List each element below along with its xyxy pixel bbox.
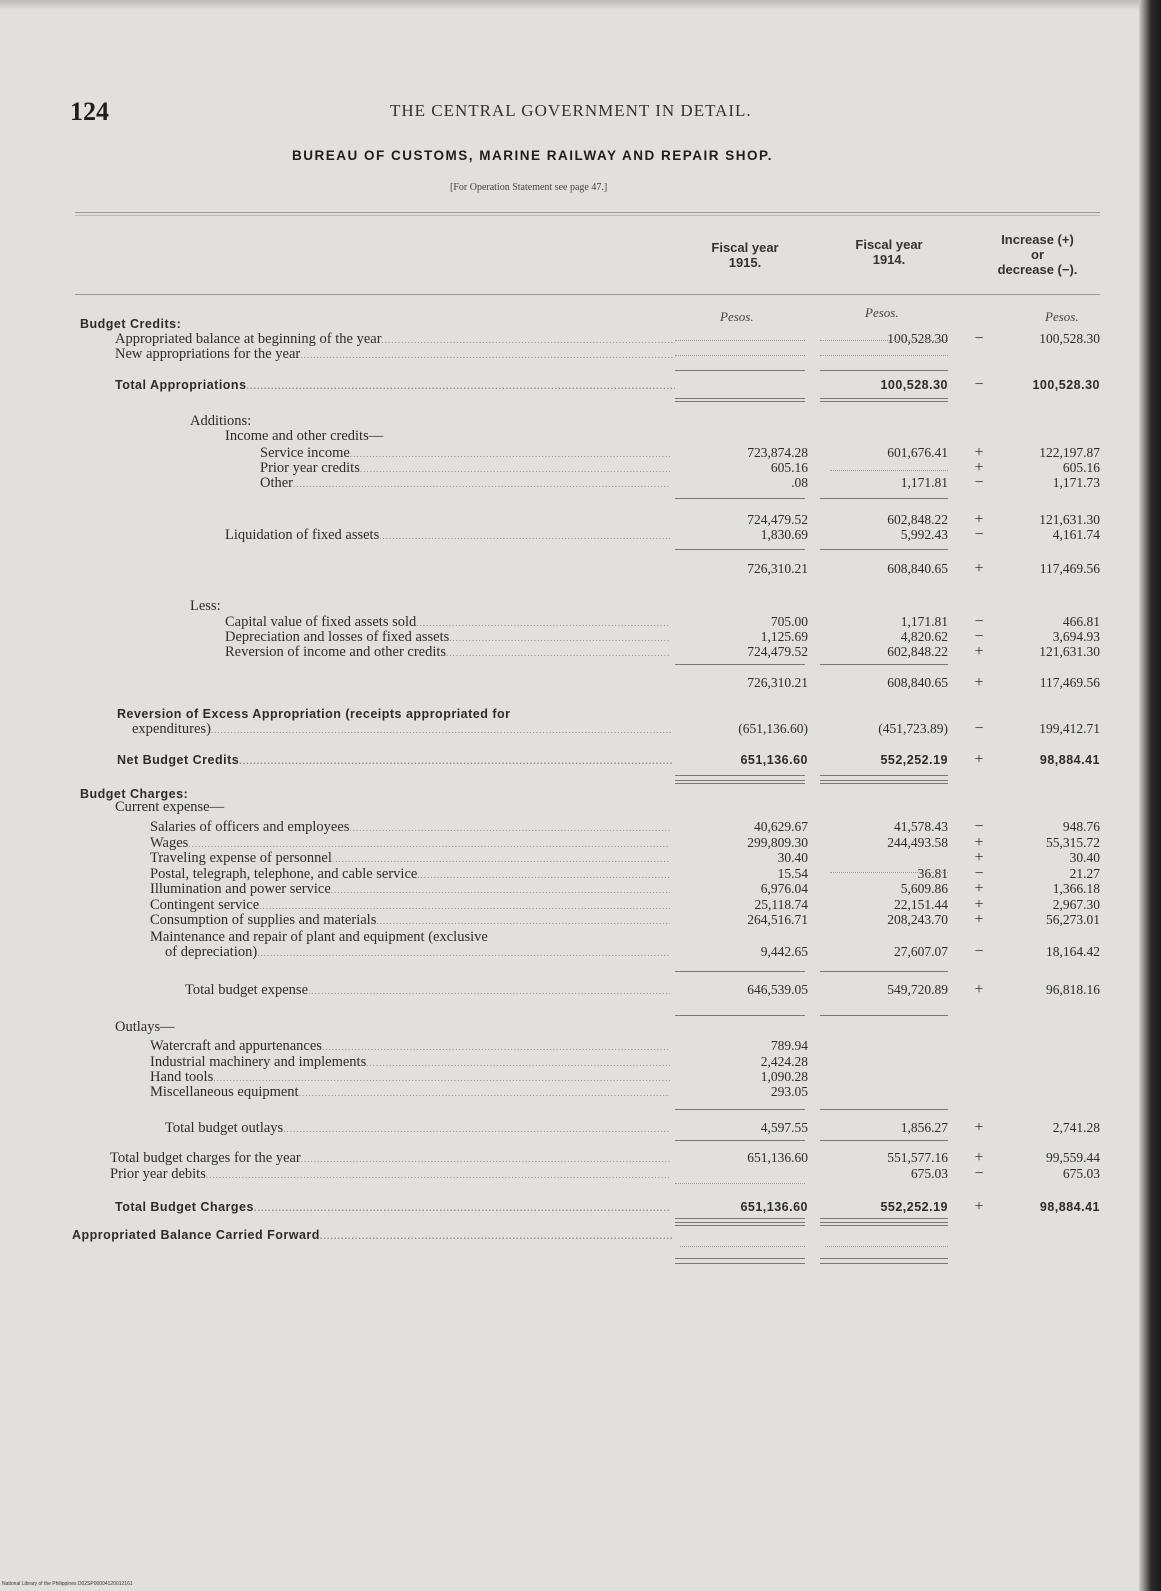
row-label: New appropriations for the year .....: [115, 346, 675, 363]
change-sign: −: [974, 474, 984, 491]
dotted-placeholder: [820, 355, 948, 356]
header-rule-bottom: [75, 294, 1100, 295]
rule: [675, 1218, 805, 1219]
value-fy1914: 244,493.58: [887, 835, 948, 850]
value-fy1915: 25,118.74: [754, 897, 808, 912]
rule: [675, 549, 805, 550]
change-sign: −: [974, 613, 984, 630]
value-fy1915: 705.00: [770, 614, 808, 629]
value-fy1915: 293.05: [770, 1084, 808, 1099]
change-sign: −: [974, 376, 984, 393]
unit-fy1915: Pesos.: [720, 309, 754, 324]
value-change: 21.27: [1069, 866, 1100, 881]
value-fy1915: 651,136.60: [740, 753, 808, 767]
unit-fy1914: Pesos.: [865, 305, 899, 320]
change-sign: −: [974, 526, 984, 543]
row-label: Budget Charges:: [80, 787, 189, 801]
value-change: 675.03: [1062, 1166, 1100, 1181]
value-fy1914: 549,720.89: [887, 982, 948, 997]
value-fy1915: 724,479.52: [747, 512, 808, 527]
dotted-placeholder: [675, 355, 805, 356]
row-label: Contingent service .....: [150, 897, 670, 914]
change-sign: +: [974, 981, 984, 998]
change-sign: +: [974, 674, 984, 691]
value-fy1914: 5,992.43: [900, 527, 948, 542]
scan-page-edge: [1139, 0, 1161, 1591]
change-sign: +: [974, 643, 984, 660]
value-fy1915: 2,424.28: [760, 1054, 808, 1069]
value-change: 117,469.56: [1039, 561, 1100, 576]
value-fy1914: 100,528.30: [880, 378, 948, 392]
value-fy1915: 723,874.28: [747, 445, 808, 460]
value-fy1915: 9,442.65: [760, 944, 808, 959]
row-label: Total Budget Charges .....: [115, 1199, 670, 1216]
row-label: Maintenance and repair of plant and equipment (exclusive: [150, 929, 488, 945]
value-fy1915: (651,136.60): [738, 721, 808, 736]
value-fy1914: 100,528.30: [887, 331, 948, 346]
row-label: Salaries of officers and employees .....: [150, 819, 670, 836]
rule: [820, 498, 948, 499]
rule: [675, 1258, 805, 1259]
row-label: Total budget expense .....: [185, 982, 670, 999]
row-label: Current expense—: [115, 799, 225, 815]
row-label: Industrial machinery and implements .....: [150, 1054, 670, 1071]
value-fy1915: 1,830.69: [760, 527, 808, 542]
value-fy1915: 30.40: [777, 850, 808, 865]
running-head: THE CENTRAL GOVERNMENT IN DETAIL.: [390, 101, 752, 120]
change-sign: +: [974, 751, 984, 768]
value-change: 1,171.73: [1052, 475, 1100, 490]
value-fy1914: 551,577.16: [887, 1150, 948, 1165]
row-label: Outlays—: [115, 1019, 175, 1035]
rule: [820, 1222, 948, 1226]
value-fy1915: 651,136.60: [740, 1200, 808, 1214]
table-title: BUREAU OF CUSTOMS, MARINE RAILWAY AND REPAIR SHOP.: [292, 148, 774, 163]
change-sign: +: [974, 1119, 984, 1136]
rule: [820, 1015, 948, 1016]
change-sign: −: [974, 865, 984, 882]
value-change: 18,164.42: [1046, 944, 1100, 959]
change-sign: +: [974, 896, 984, 913]
change-sign: −: [974, 628, 984, 645]
value-fy1914: 208,243.70: [887, 912, 948, 927]
rule: [675, 398, 805, 402]
rule: [675, 1222, 805, 1226]
change-sign: +: [974, 459, 984, 476]
value-fy1914: 36.81: [917, 866, 948, 881]
row-label: Net Budget Credits .....: [117, 752, 672, 769]
row-label: Traveling expense of personnel .....: [150, 850, 670, 867]
value-fy1915: 651,136.60: [747, 1150, 808, 1165]
row-label: Hand tools .....: [150, 1069, 670, 1086]
value-fy1915: 724,479.52: [747, 644, 808, 659]
value-change: 55,315.72: [1046, 835, 1100, 850]
value-change: 948.76: [1062, 819, 1100, 834]
value-fy1915: 726,310.21: [747, 675, 808, 690]
value-fy1915: 6,976.04: [760, 881, 808, 896]
page-number: 124: [70, 97, 109, 126]
value-change: 56,273.01: [1046, 912, 1100, 927]
row-label: Additions:: [190, 413, 252, 429]
dotted-placeholder: [825, 1246, 948, 1247]
dotted-placeholder: [675, 340, 805, 341]
row-label: Reversion of Excess Appropriation (receipts appropriated for: [117, 707, 511, 721]
value-fy1914: 27,607.07: [894, 944, 948, 959]
col-head-fy1914: [834, 237, 944, 267]
value-change: 122,197.87: [1039, 445, 1100, 460]
change-sign: −: [974, 330, 984, 347]
header-rule-top-2: [75, 215, 1100, 216]
row-label: Total budget charges for the year .....: [110, 1150, 670, 1167]
rule: [820, 1218, 948, 1219]
value-fy1914: 602,848.22: [887, 512, 948, 527]
rule: [675, 370, 805, 371]
row-label: Budget Credits:: [80, 317, 182, 331]
value-change: 100,528.30: [1032, 378, 1100, 392]
value-change: 100,528.30: [1039, 331, 1100, 346]
rule: [820, 775, 948, 776]
value-fy1914: 552,252.19: [880, 753, 948, 767]
change-sign: −: [974, 818, 984, 835]
row-label: Appropriated balance at beginning of the year .....: [115, 331, 675, 348]
row-label: Appropriated Balance Carried Forward .....: [72, 1227, 672, 1244]
col-head-fy1915: [690, 240, 800, 270]
change-sign: +: [974, 834, 984, 851]
row-label: Prior year credits .....: [260, 460, 670, 477]
row-label: Service income .....: [260, 445, 670, 462]
row-label: Depreciation and losses of fixed assets .....: [225, 629, 670, 646]
value-fy1915: 605.16: [770, 460, 808, 475]
value-change: 121,631.30: [1039, 644, 1100, 659]
value-fy1914: (451,723.89): [878, 721, 948, 736]
value-fy1914: 601,676.41: [887, 445, 948, 460]
value-fy1914: 41,578.43: [894, 819, 948, 834]
value-fy1915: .08: [791, 475, 808, 490]
row-label: Illumination and power service .....: [150, 881, 670, 898]
row-label: Watercraft and appurtenances .....: [150, 1038, 670, 1055]
rule: [675, 498, 805, 499]
unit-change: Pesos.: [1045, 309, 1079, 324]
change-sign: −: [974, 943, 984, 960]
rule: [675, 1109, 805, 1110]
rule: [820, 1263, 948, 1264]
col-head-fy1914-line1: Fiscal year: [855, 237, 923, 252]
row-label: Less:: [190, 598, 221, 614]
value-fy1915: 1,090.28: [760, 1069, 808, 1084]
row-label: of depreciation) .....: [165, 944, 670, 961]
value-fy1914: 5,609.86: [900, 881, 948, 896]
row-label: Income and other credits—: [225, 428, 384, 444]
value-fy1914: 4,820.62: [900, 629, 948, 644]
row-label: Total budget outlays .....: [165, 1120, 670, 1137]
rule: [675, 664, 805, 665]
value-change: 98,884.41: [1039, 753, 1100, 767]
value-fy1915: 4,597.55: [760, 1120, 808, 1135]
value-change: 2,741.28: [1052, 1120, 1100, 1135]
col-head-change-line3: decrease (−).: [997, 262, 1078, 277]
value-change: 4,161.74: [1052, 527, 1100, 542]
dotted-placeholder: [830, 470, 948, 471]
value-fy1915: 646,539.05: [747, 982, 808, 997]
rule: [820, 780, 948, 784]
col-head-change-line2: or: [1031, 247, 1044, 262]
header-rule-top: [75, 212, 1100, 213]
rule: [820, 1258, 948, 1259]
value-fy1915: 15.54: [777, 866, 808, 881]
row-label: Reversion of income and other credits .....: [225, 644, 670, 661]
value-change: 3,694.93: [1052, 629, 1100, 644]
col-head-fy1915-line2: 1915.: [728, 255, 762, 270]
rule: [820, 664, 948, 665]
value-change: 199,412.71: [1039, 721, 1100, 736]
rule: [675, 775, 805, 776]
row-label: Postal, telegraph, telephone, and cable service .....: [150, 866, 670, 883]
table-subtitle: [For Operation Statement see page 47.]: [450, 182, 608, 193]
rule: [820, 370, 948, 371]
change-sign: +: [974, 511, 984, 528]
value-fy1914: 552,252.19: [880, 1200, 948, 1214]
change-sign: +: [974, 444, 984, 461]
dotted-placeholder: [675, 1183, 805, 1184]
change-sign: +: [974, 1149, 984, 1166]
rule: [820, 398, 948, 402]
value-fy1915: 726,310.21: [747, 561, 808, 576]
value-change: 121,631.30: [1039, 512, 1100, 527]
value-change: 466.81: [1062, 614, 1100, 629]
rule: [820, 549, 948, 550]
value-change: 96,818.16: [1046, 982, 1100, 997]
rule: [820, 1140, 948, 1141]
change-sign: +: [974, 849, 984, 866]
row-label: Total Appropriations .....: [115, 377, 675, 394]
rule: [820, 1109, 948, 1110]
value-fy1915: 299,809.30: [747, 835, 808, 850]
value-fy1914: 1,171.81: [900, 475, 948, 490]
change-sign: −: [974, 720, 984, 737]
value-change: 98,884.41: [1039, 1200, 1100, 1214]
rule: [675, 1140, 805, 1141]
value-fy1914: 608,840.65: [887, 675, 948, 690]
value-fy1915: 1,125.69: [760, 629, 808, 644]
dotted-placeholder: [830, 872, 948, 873]
scan-top-shadow: [0, 0, 1161, 10]
col-head-change-line1: Increase (+): [1001, 232, 1074, 247]
value-fy1915: 264,516.71: [747, 912, 808, 927]
row-label: Miscellaneous equipment .....: [150, 1084, 670, 1101]
row-label: Other .....: [260, 475, 670, 492]
value-fy1914: 1,856.27: [900, 1120, 948, 1135]
scan-footer: National Library of the Philippines D02SP00004120012161: [2, 1581, 133, 1587]
dotted-placeholder: [820, 340, 948, 341]
row-label: Liquidation of fixed assets .....: [225, 527, 670, 544]
change-sign: +: [974, 880, 984, 897]
value-change: 1,366.18: [1052, 881, 1100, 896]
change-sign: +: [974, 560, 984, 577]
row-label: expenditures) .....: [132, 721, 672, 738]
row-label: Wages .....: [150, 835, 670, 852]
value-fy1914: 1,171.81: [900, 614, 948, 629]
value-fy1915: 40,629.67: [754, 819, 808, 834]
rule: [820, 971, 948, 972]
change-sign: +: [974, 1198, 984, 1215]
value-change: 99,559.44: [1046, 1150, 1100, 1165]
value-fy1915: 789.94: [770, 1038, 808, 1053]
rule: [675, 1263, 805, 1264]
value-fy1914: 602,848.22: [887, 644, 948, 659]
row-label: Prior year debits .....: [110, 1166, 670, 1183]
row-label: Capital value of fixed assets sold .....: [225, 614, 670, 631]
col-head-fy1915-line1: Fiscal year: [711, 240, 779, 255]
value-fy1914: 608,840.65: [887, 561, 948, 576]
change-sign: +: [974, 911, 984, 928]
rule: [675, 780, 805, 784]
col-head-change: [975, 232, 1100, 277]
value-change: 2,967.30: [1052, 897, 1100, 912]
rule: [675, 1015, 805, 1016]
value-change: 605.16: [1062, 460, 1100, 475]
value-fy1914: 22,151.44: [894, 897, 948, 912]
value-change: 30.40: [1069, 850, 1100, 865]
value-fy1914: 675.03: [910, 1166, 948, 1181]
rule: [675, 971, 805, 972]
row-label: Consumption of supplies and materials .....: [150, 912, 670, 929]
change-sign: −: [974, 1165, 984, 1182]
dotted-placeholder: [680, 1246, 805, 1247]
value-change: 117,469.56: [1039, 675, 1100, 690]
col-head-fy1914-line2: 1914.: [872, 252, 906, 267]
